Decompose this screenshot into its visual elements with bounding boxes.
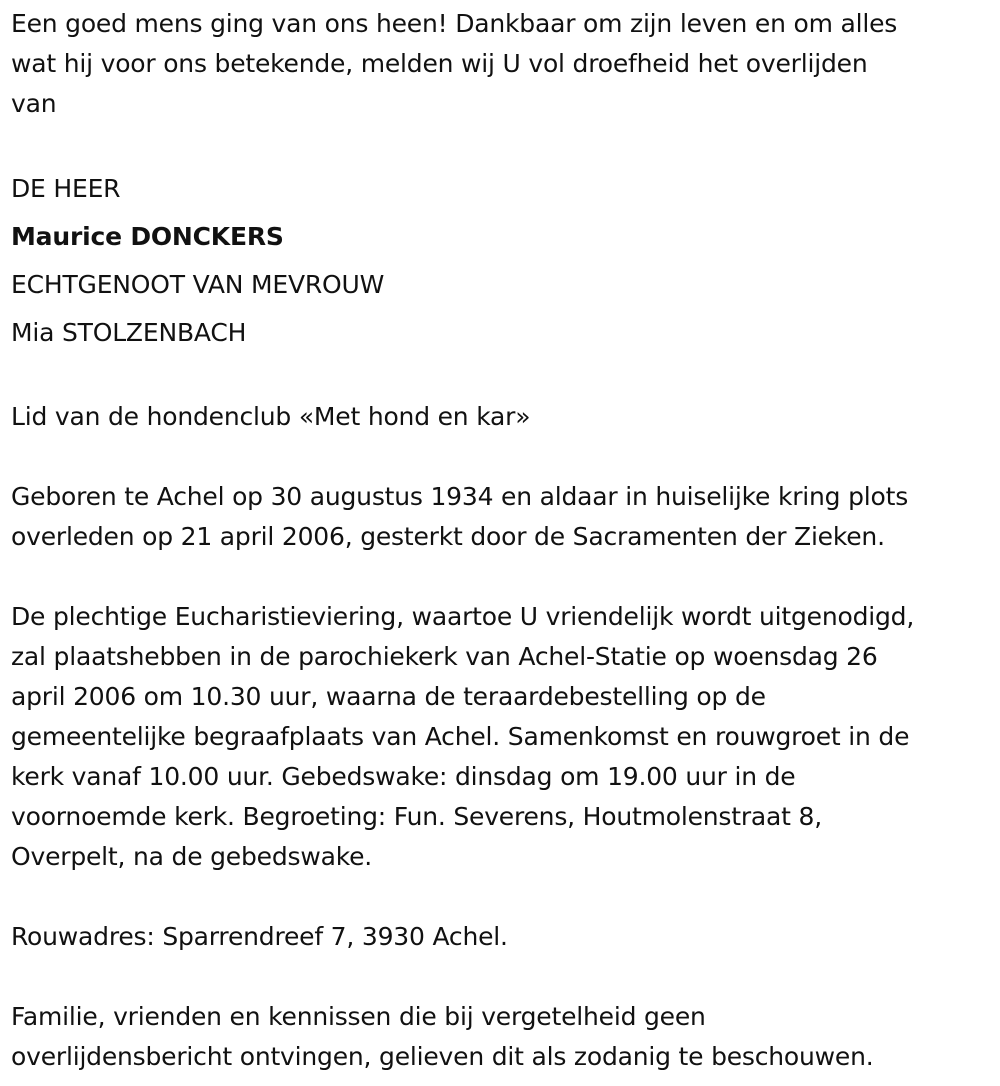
mourning-address: Rouwadres: Sparrendreef 7, 3930 Achel. — [11, 922, 508, 951]
intro-line: Een goed mens ging van ons heen! Dankbaar om zijn leven en om alles — [11, 9, 898, 38]
address-paragraph — [11, 917, 996, 957]
birth-death-paragraph — [11, 477, 996, 557]
membership-line: Lid van de hondenclub «Met hond en kar» — [11, 402, 531, 431]
ceremony-line: gemeentelijke begraafplaats van Achel. Samenkomst en rouwgroet in de — [11, 722, 910, 751]
intro-line: van — [11, 89, 57, 118]
spacer — [11, 437, 996, 477]
deceased-block — [11, 165, 996, 357]
spacer — [11, 957, 996, 997]
spacer — [11, 357, 996, 397]
closing-line: Familie, vrienden en kennissen die bij vergetelheid geen — [11, 1002, 706, 1031]
birth-death-line: Geboren te Achel op 30 augustus 1934 en aldaar in huiselijke kring plots — [11, 482, 909, 511]
deceased-name: Maurice DONCKERS — [11, 222, 284, 251]
intro-line: wat hij voor ons betekende, melden wij U vol droefheid het overlijden — [11, 49, 868, 78]
ceremony-line: voornoemde kerk. Begroeting: Fun. Severens, Houtmolenstraat 8, — [11, 802, 822, 831]
spacer — [11, 877, 996, 917]
honorific: DE HEER — [11, 174, 121, 203]
birth-death-line: overleden op 21 april 2006, gesterkt door de Sacramenten der Zieken. — [11, 522, 885, 551]
intro-paragraph — [11, 4, 996, 124]
ceremony-line: zal plaatshebben in de parochiekerk van Achel-Statie op woensdag 26 — [11, 642, 878, 671]
obituary-document — [11, 4, 996, 1077]
closing-paragraph — [11, 997, 996, 1077]
spacer — [11, 557, 996, 597]
ceremony-line: kerk vanaf 10.00 uur. Gebedswake: dinsdag om 19.00 uur in de — [11, 762, 796, 791]
spouse-name: Mia STOLZENBACH — [11, 318, 247, 347]
ceremony-paragraph — [11, 597, 996, 877]
relation-label: ECHTGENOOT VAN MEVROUW — [11, 270, 385, 299]
ceremony-line: april 2006 om 10.30 uur, waarna de teraardebestelling op de — [11, 682, 766, 711]
closing-line: overlijdensbericht ontvingen, gelieven dit als zodanig te beschouwen. — [11, 1042, 874, 1071]
membership-paragraph — [11, 397, 996, 437]
ceremony-line: Overpelt, na de gebedswake. — [11, 842, 373, 871]
spacer — [11, 124, 996, 164]
ceremony-line: De plechtige Eucharistieviering, waartoe U vriendelijk wordt uitgenodigd, — [11, 602, 915, 631]
